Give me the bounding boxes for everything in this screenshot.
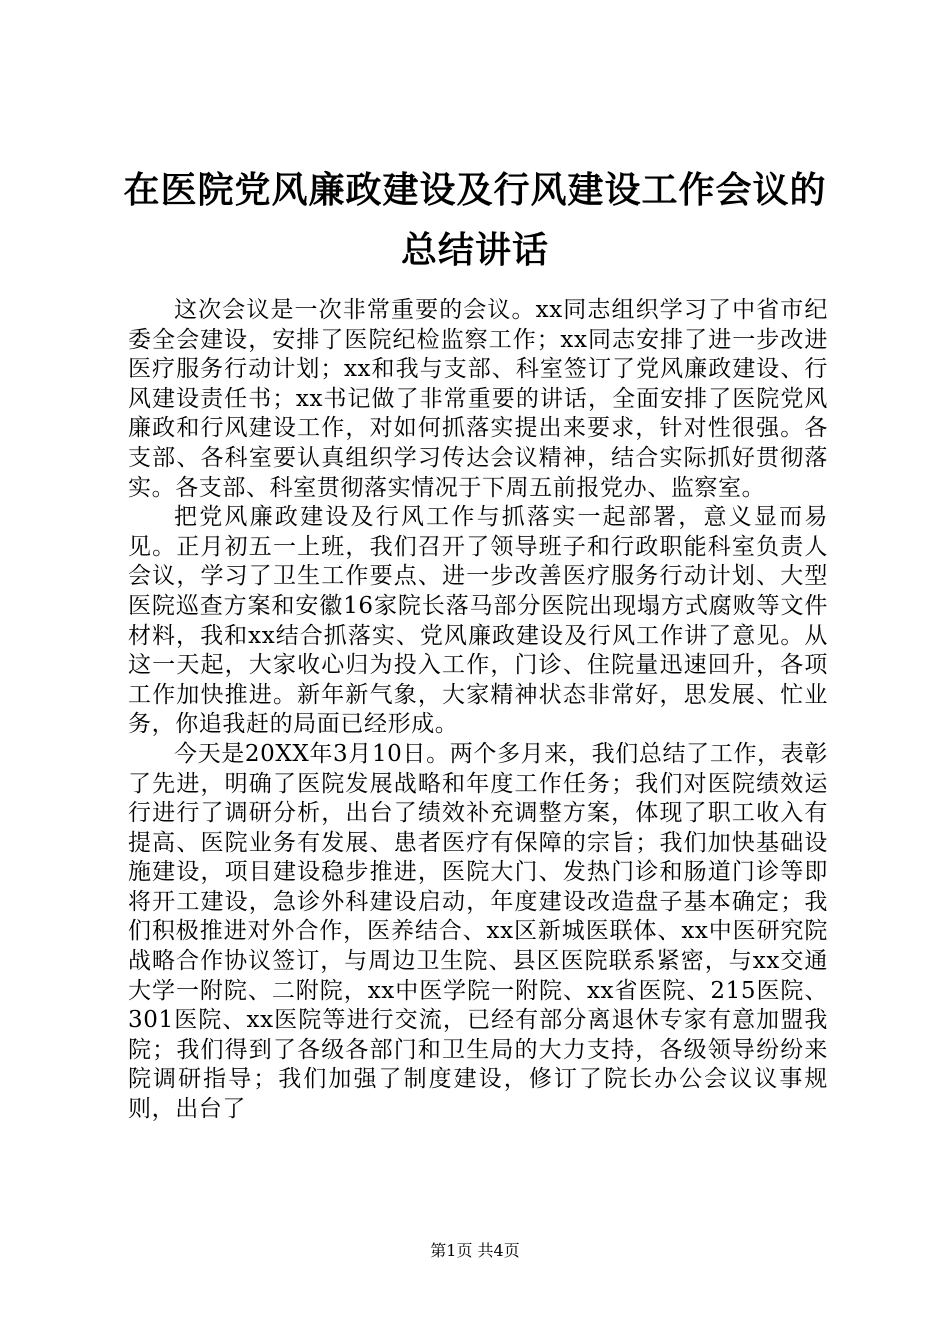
page-title: 在医院党风廉政建设及行风建设工作会议的总结讲话 [123, 169, 827, 271]
paragraph: 这次会议是一次非常重要的会议。xx同志组织学习了中省市纪委全会建设，安排了医院纪检监察工作；xx同志安排了进一步改进医疗服务行动计划；xx和我与支部、科室签订了党风廉政建设、行风建设责任书；xx书记做了非常重要的讲话，全面安排了医院党风廉政和行风建设工作，对如何抓落实提出来要求，针对性很强。各支部、各科室要认真组织学习传达会议精神，结合实际抓好贯彻落实。各支部、科室贯彻落实情况于下周五前报党办、监察室。 [128, 297, 828, 501]
paragraph: 今天是20XX年3月10日。两个多月来，我们总结了工作，表彰了先进，明确了医院发展战略和年度工作任务；我们对医院绩效运行进行了调研分析，出台了绩效补充调整方案，体现了职工收入有提高、医院业务有发展、患者医疗有保障的宗旨；我们加快基础设施建设，项目建设稳步推进，医院大门、发热门诊和肠道门诊等即将开工建设，急诊外科建设启动，年度建设改造盘子基本确定；我们积极推进对外合作，医养结合、xx区新城医联体、xx中医研究院战略合作协议签订，与周边卫生院、县区医院联系紧密，与xx交通大学一附院、二附院，xx中医学院一附院、xx省医院、215医院、301医院、xx医院等进行交流，已经有部分离退休专家有意加盟我院；我们得到了各级各部门和卫生局的大力支持，各级领导纷纷来院调研指导；我们加强了制度建设，修订了院长办公会议议事规则，出台了 [128, 740, 828, 1123]
paragraph: 把党风廉政建设及行风工作与抓落实一起部署，意义显而易见。正月初五一上班，我们召开了领导班子和行政职能科室负责人会议，学习了卫生工作要点、进一步改善医疗服务行动计划、大型医院巡查方案和安徽16家院长落马部分医院出现塌方式腐败等文件材料，我和xx结合抓落实、党风廉政建设及行风工作讲了意见。从这一天起，大家收心归为投入工作，门诊、住院量迅速回升，各项工作加快推进。新年新气象，大家精神状态非常好，思发展、忙业务，你追我赶的局面已经形成。 [128, 504, 828, 738]
document-body [128, 296, 828, 1125]
page-number-footer: 第1页 共4页 [430, 1241, 520, 1260]
